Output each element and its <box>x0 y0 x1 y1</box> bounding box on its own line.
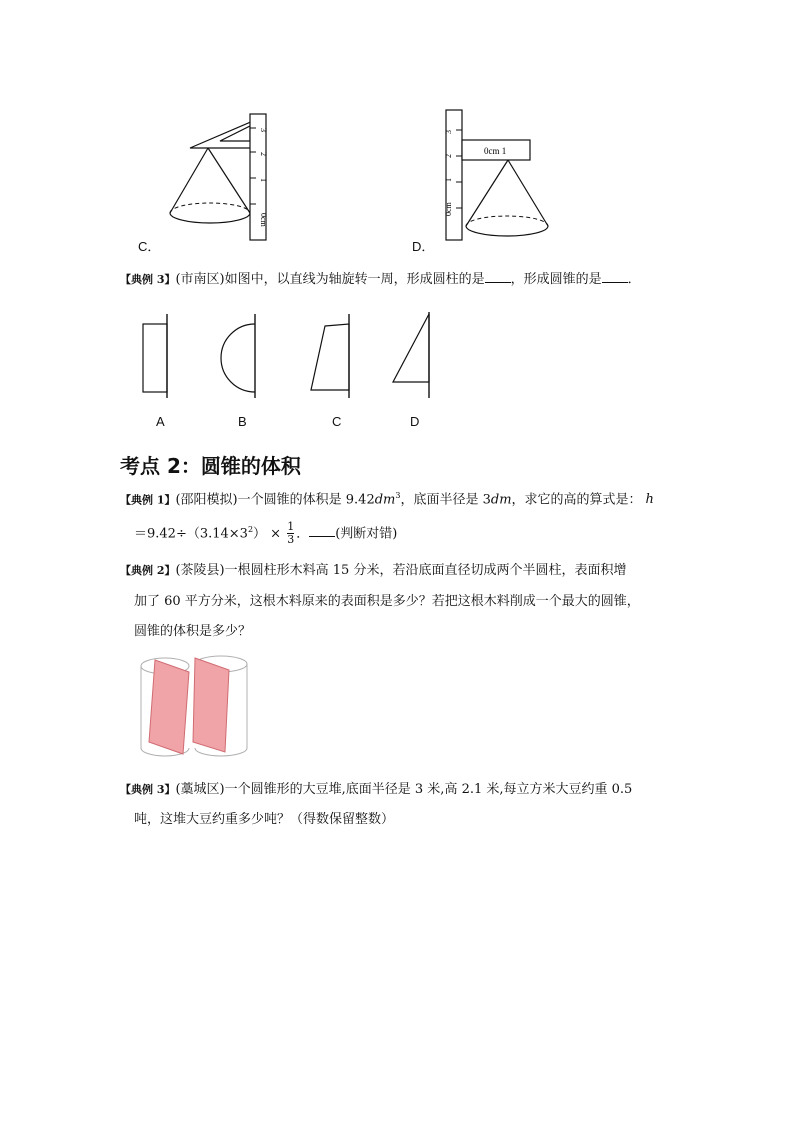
shape-label-d: D <box>410 414 420 429</box>
example2-line2: 加了 60 平方分米，这根木料原来的表面积是多少？若把这根木料削成一个最大的圆锥， <box>134 594 640 609</box>
question-text: ，求它的高的算式是： <box>511 492 642 508</box>
shape-label-c: C <box>332 414 342 429</box>
unit-text: dm <box>490 492 512 508</box>
shape-label-a: A <box>156 414 165 429</box>
ruler-d-tick-2: 2 <box>444 154 453 158</box>
example-tag: 【典例 3】 <box>120 783 176 796</box>
example3-line1 <box>120 780 632 800</box>
rotation-shapes-figure <box>135 310 445 400</box>
example2-line3: 圆锥的体积是多少？ <box>134 624 252 639</box>
ruler-d-tick-1: 1 <box>444 178 453 182</box>
answer-blank-cylinder[interactable] <box>485 270 511 283</box>
figure-c-cone-ruler <box>160 108 272 244</box>
ruler-c-tick-1: 1 <box>259 178 268 182</box>
ruler-c-tick-0: 0cm <box>259 213 268 227</box>
superscript: 2 <box>247 525 254 534</box>
question-text: 一个圆锥的体积是 9.42 <box>237 492 375 508</box>
formula-text: ． <box>296 526 310 542</box>
example-source: (藁城区) <box>175 782 225 797</box>
example-tag: 【典例 3】 <box>120 273 176 286</box>
example3-line2: 吨，这堆大豆约重多少吨？（得数保留整数） <box>134 812 395 827</box>
answer-blank-cone[interactable] <box>602 270 628 283</box>
variable-h: h <box>645 492 654 508</box>
unit-text: dm <box>374 492 396 508</box>
question-text: 一根圆柱形木料高 15 分米，若沿底面直径切成两个半圆柱，表面积增 <box>224 563 627 578</box>
ruler-d-tick-0: 0cm <box>444 202 453 216</box>
question-text: ，底面半径是 3 <box>400 492 491 508</box>
superscript: 3 <box>395 491 401 500</box>
answer-blank-judge[interactable] <box>309 524 335 537</box>
ruler-c-tick-3: 3 <box>259 128 268 132</box>
example1-line1 <box>120 486 654 510</box>
question-text: 如图中，以直线为轴旋转一周，形成圆柱的是 <box>224 272 485 287</box>
example2-line1 <box>120 561 626 581</box>
question-text: ，形成圆锥的是 <box>510 272 602 287</box>
formula-text: ） × <box>253 526 282 542</box>
judge-hint: (判断对错) <box>335 526 398 542</box>
formula-text: ＝9.42÷（3.14×3 <box>134 526 248 542</box>
ruler-c-tick-2: 2 <box>259 152 268 156</box>
fraction-numerator: 1 <box>287 520 295 534</box>
example1-line2 <box>134 520 397 546</box>
ruler-d-top-label: 0cm 1 <box>484 146 507 156</box>
shape-label-b: B <box>238 414 247 429</box>
fraction-denominator: 3 <box>287 533 295 547</box>
section-heading: 考点 2：圆锥的体积 <box>120 454 301 478</box>
example-tag: 【典例 2】 <box>120 564 176 577</box>
example-source: (邵阳模拟) <box>175 492 238 508</box>
example-source: (市南区) <box>175 272 225 287</box>
option-d-label: D． <box>412 239 435 254</box>
example3-rotation-question <box>120 270 641 290</box>
option-c-label: C． <box>138 239 161 254</box>
question-text: 一个圆锥形的大豆堆,底面半径是 3 米,高 2.1 米,每立方米大豆约重 0.5 <box>224 782 633 797</box>
figure-d-cone-ruler <box>442 108 554 244</box>
question-text: ． <box>627 272 641 287</box>
example-source: (茶陵县) <box>175 563 225 578</box>
cut-cylinder-figure <box>135 652 255 764</box>
example-tag: 【典例 1】 <box>120 493 176 507</box>
fraction-one-third <box>287 521 294 546</box>
ruler-d-tick-3: 3 <box>444 130 453 134</box>
